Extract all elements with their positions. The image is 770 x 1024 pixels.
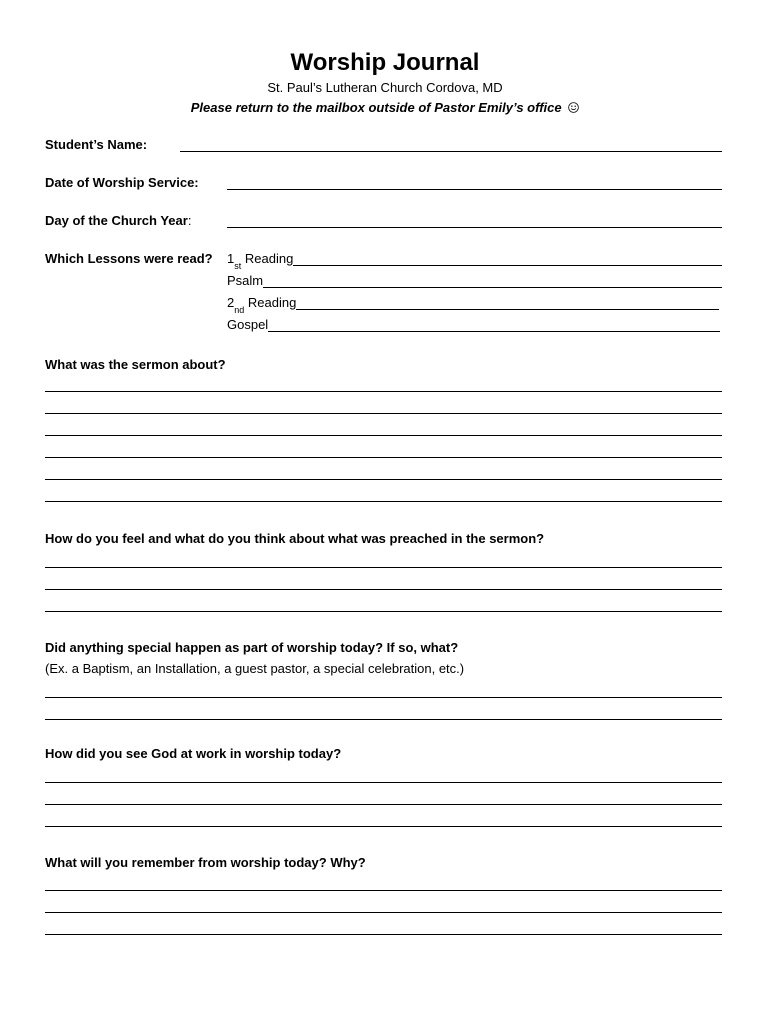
special-events-example: (Ex. a Baptism, an Installation, a guest pastor, a special celebration, etc.) — [45, 661, 465, 676]
writing-line-input[interactable] — [45, 869, 726, 891]
writing-line — [45, 480, 722, 502]
lesson-number: 1 — [227, 251, 235, 266]
lesson-label: Reading — [244, 251, 294, 266]
writing-line — [45, 414, 722, 436]
form-header — [0, 48, 770, 118]
lesson-label: Reading — [247, 295, 297, 310]
writing-line-input[interactable] — [45, 676, 726, 698]
writing-line-input[interactable] — [45, 913, 726, 935]
writing-line — [45, 546, 722, 568]
writing-line-input[interactable] — [45, 370, 726, 392]
second-reading-input[interactable] — [296, 296, 719, 310]
question-feelings: How do you feel and what do you think about what was preached in the sermon? — [45, 531, 545, 546]
church-year-label-colon: : — [187, 213, 192, 228]
student-name-label: Student’s Name: — [45, 137, 148, 152]
writing-line — [45, 805, 722, 827]
writing-line-input[interactable] — [45, 436, 726, 458]
return-note-text: Please return to the mailbox outside of Pastor Emily’s office — [190, 100, 562, 115]
writing-line-input[interactable] — [45, 590, 726, 612]
writing-line-input[interactable] — [45, 891, 726, 913]
writing-line — [45, 590, 722, 612]
smiley-icon — [568, 102, 579, 113]
writing-line — [45, 458, 722, 480]
lesson-first-reading: 1 st Reading — [227, 251, 722, 266]
church-year-label-text: Day of the Church Year — [45, 213, 188, 228]
writing-line-input[interactable] — [45, 698, 726, 720]
lesson-label: Psalm — [227, 273, 264, 288]
writing-line — [45, 913, 722, 935]
lesson-line — [263, 273, 722, 288]
writing-line — [45, 891, 722, 913]
worship-date-input[interactable] — [227, 177, 722, 191]
lessons-label: Which Lessons were read? — [45, 251, 213, 266]
worship-date-label: Date of Worship Service: — [45, 175, 199, 190]
writing-line-input[interactable] — [45, 805, 726, 827]
lesson-line — [268, 317, 720, 332]
lesson-number: 2 — [227, 295, 235, 310]
writing-line — [45, 761, 722, 783]
question-remember: What will you remember from worship today? Why? — [45, 855, 366, 870]
question-god-at-work: How did you see God at work in worship today? — [45, 746, 342, 761]
writing-line — [45, 436, 722, 458]
special-events-lines — [45, 676, 722, 720]
writing-line-input[interactable] — [45, 414, 726, 436]
lesson-line — [293, 251, 722, 266]
god-at-work-lines — [45, 761, 722, 827]
worship-date-row — [45, 175, 722, 190]
writing-line — [45, 783, 722, 805]
writing-line — [45, 698, 722, 720]
writing-line-input[interactable] — [45, 480, 726, 502]
lesson-line — [296, 295, 719, 310]
writing-line — [45, 676, 722, 698]
writing-line-input[interactable] — [45, 458, 726, 480]
question-special-events: Did anything special happen as part of worship today? If so, what? — [45, 640, 459, 655]
question-sermon-about: What was the sermon about? — [45, 357, 226, 372]
remember-lines — [45, 869, 722, 935]
student-name-line — [180, 137, 722, 152]
writing-line-input[interactable] — [45, 546, 726, 568]
church-year-input[interactable] — [227, 215, 722, 229]
student-name-input[interactable] — [180, 139, 722, 153]
return-note — [0, 98, 770, 118]
writing-line — [45, 370, 722, 392]
writing-line-input[interactable] — [45, 761, 726, 783]
lesson-psalm — [227, 273, 722, 288]
church-year-label — [45, 213, 227, 228]
church-year-row — [45, 213, 722, 228]
worship-date-line — [227, 175, 722, 190]
church-year-line — [227, 213, 722, 228]
writing-line-input[interactable] — [45, 783, 726, 805]
feelings-lines — [45, 546, 722, 612]
lesson-label: Gospel — [227, 317, 269, 332]
student-name-row — [45, 137, 722, 152]
lesson-second-reading: 2 nd Reading — [227, 295, 719, 310]
writing-line-input[interactable] — [45, 392, 726, 414]
page-title: Worship Journal — [290, 49, 480, 76]
writing-line — [45, 568, 722, 590]
gospel-input[interactable] — [268, 318, 720, 332]
lesson-gospel — [227, 317, 720, 332]
writing-line — [45, 392, 722, 414]
first-reading-input[interactable] — [293, 252, 722, 266]
writing-line — [45, 869, 722, 891]
psalm-input[interactable] — [263, 274, 722, 288]
church-subtitle: St. Paul’s Lutheran Church Cordova, MD — [267, 80, 503, 95]
writing-line-input[interactable] — [45, 568, 726, 590]
sermon-about-lines — [45, 370, 722, 502]
